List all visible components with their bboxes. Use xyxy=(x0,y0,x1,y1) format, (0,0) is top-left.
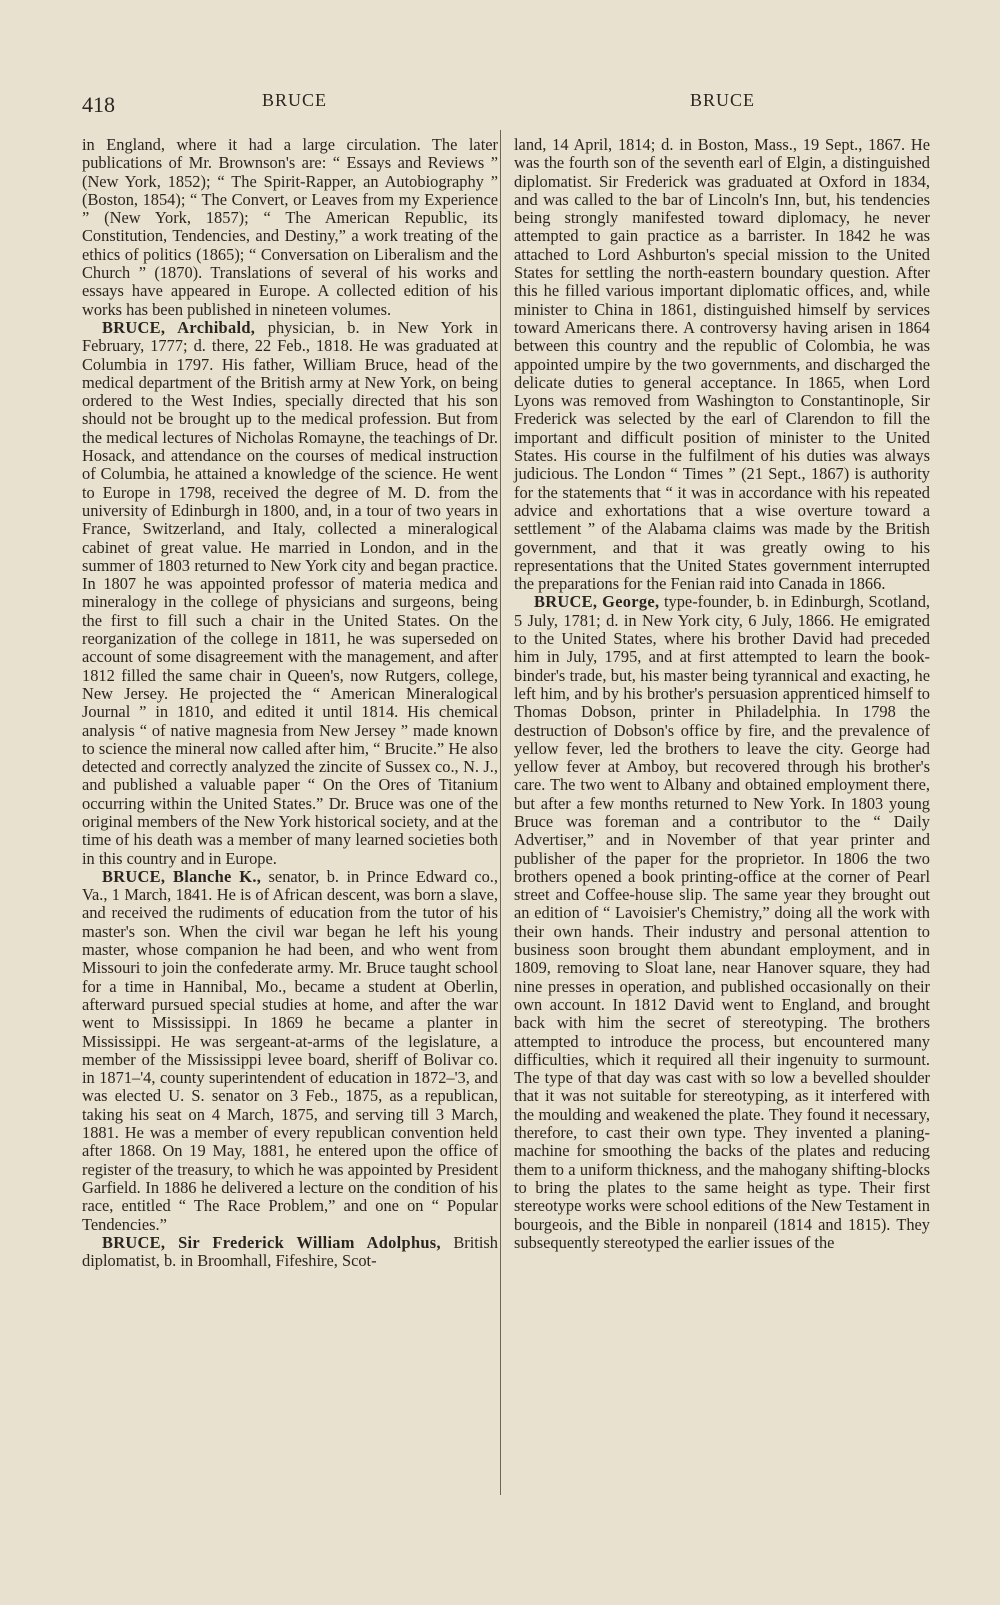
column-divider xyxy=(500,130,501,1495)
entry-text-blanche: senator, b. in Prince Edward co., Va., 1 March, 1841. He is of African descent, was born a slave, and received the rudiments of education from the tutor of his master's son. When the civil war began he left his young master, whose companion he had been, and who went from Missouri to join the confederate army. Mr. Bruce taught school for a time in Hannibal, Mo., became a student at Oberlin, afterward pursued special studies at home, and after the war went to Mississippi. In 1869 he became a planter in Mississippi. He was sergeant-at-arms of the legislature, a member of the Mississippi levee board, sheriff of Bolivar co. in 1871–'4, county superintendent of education in 1872–'3, and was elected U. S. senator on 3 Feb., 1875, as a republican, taking his seat on 4 March, 1875, and serving till 3 March, 1881. He was a member of every republican convention held after 1868. On 19 May, 1881, he entered upon the office of register of the treasury, to which he was appointed by President Garfield. In 1886 he delivered a lecture on the condition of his race, entitled “ The Race Problem,” and one on “ Popular Tendencies.” xyxy=(82,866,498,1234)
entry-text-frederick: British diplomatist, b. in Broomhall, Fifeshire, Scot- xyxy=(82,1232,498,1271)
headword-blanche: BRUCE, Blanche K., xyxy=(102,866,262,886)
entry-text-george: type-founder, b. in Edinburgh, Scotland, 5 July, 1781; d. in New York city, 6 July, 1866. He emigrated to the United States, where his brother David had preceded him in July, 1795, and at first attempted to learn the book-binder's trade, but, his master being tyrannical and exacting, he left him, and by his brother's persuasion apprenticed himself to Thomas Dobson, printer in Philadelphia. In 1798 the destruction of Dobson's office by fire, and the prevalence of yellow fever, led the brothers to leave the city. George had yellow fever at Amboy, but recovered through his brother's care. The two went to Albany and obtained employment there, but after a few months returned to New York. In 1803 young Bruce was foreman and a contributor to the “ Daily Advertiser,” and in November of that year printer and publisher of the paper for the proprietor. In 1806 the two brothers opened a book printing-office at the corner of Pearl street and Coffee-house slip. The same year they brought out an edition of “ Lavoisier's Chemistry,” doing all the work with their own hands. Their industry and personal attention to business soon brought them abundant employment, and in 1809, removing to Sloat lane, near Hanover square, they had nine presses in operation, and published occasionally on their own account. In 1812 David went to England, and brought back with him the secret of stereotyping. The brothers attempted to introduce the process, but encountered many difficulties, which it required all their ingenuity to surmount. The type of that day was cast with so low a bevelled shoulder that it was not suitable for stereotyping, as it interfered with the moulding and weakened the plate. They found it necessary, therefore, to cast their own type. They invented a planing-machine for smoothing the backs of the plates and reducing them to a uniform thickness, and the mahogany shifting-blocks to bring the plates to the same height as type. Their first stereotype works were school editions of the New Testament in bourgeois, and the Bible in nonpareil (1814 and 1815). They subsequently stereotyped the earlier issues of the xyxy=(514,592,931,1252)
page-number: 418 xyxy=(82,92,115,117)
running-head-right: BRUCE xyxy=(690,90,756,110)
brownson-continuation: in England, where it had a large circulation. The later publications of Mr. Brownson's are: “ Essays and Reviews ” (New York, 1852); “ The Spirit-Rapper, an Autobiography ” (Boston, 1854); “ The Convert, or Leaves from my Experience ” (New York, 1857); “ The American Republic, its Constitution, Tendencies, and Destiny,” a work treating of the ethics of politics (1865); “ Conversation on Liberalism and the Church ” (1870). Translations of several of his works and essays have appeared in Europe. A collected edition of his works has been published in nineteen volumes. xyxy=(82,135,498,319)
entry-george xyxy=(514,593,930,1252)
entry-text-archibald: physician, b. in New York in February, 1777; d. there, 22 Feb., 1818. He was graduated at Columbia in 1797. His father, William Bruce, head of the medical department of the British army at New York, on being ordered to the West Indies, specially directed that his son should not be brought up to the medical profession. But from the medical lectures of Nicholas Romayne, the teachings of Dr. Hosack, and attendance on the courses of medical instruction of Columbia, he attained a knowledge of the science. He went to Europe in 1798, received the degree of M. D. from the university of Edinburgh in 1800, and, in a tour of two years in France, Switzerland, and Italy, collected a mineralogical cabinet of great value. He married in London, and in the summer of 1803 returned to New York city and began practice. In 1807 he was appointed professor of materia medica and mineralogy in the college of physicians and surgeons, being the first to fill such a chair in the United States. On the reorganization of the college in 1811, he was superseded on account of some disagreement with the management, and after 1812 filled the same chair in Queen's, now Rutgers, college, New Jersey. He projected the “ American Mineralogical Journal ” in 1810, and edited it until 1814. His chemical analysis “ of native magnesia from New Jersey ” made known to science the mineral now called after him, “ Brucite.” He also detected and correctly analyzed the zincite of Sussex co., N. J., and published a valuable paper “ On the Ores of Titanium occurring within the United States.” Dr. Bruce was one of the original members of the New York historical society, and at the time of his death was a member of many learned societies both in this country and in Europe. xyxy=(82,317,498,868)
headword-archibald: BRUCE, Archibald, xyxy=(102,317,256,337)
headword-frederick: BRUCE, Sir Frederick William Adolphus, xyxy=(102,1232,441,1252)
entry-archibald xyxy=(82,319,498,868)
entry-blanche xyxy=(82,868,498,1234)
headword-george: BRUCE, George, xyxy=(534,592,660,612)
entry-frederick xyxy=(82,1234,498,1271)
left-column xyxy=(82,136,498,1270)
running-head-left: BRUCE xyxy=(262,90,328,110)
frederick-continuation: land, 14 April, 1814; d. in Boston, Mass., 19 Sept., 1867. He was the fourth son of the seventh earl of Elgin, a distinguished diplomatist. Sir Frederick was graduated at Oxford in 1834, and was called to the bar of Lincoln's Inn, but, his tendencies being strongly manifested toward diplomacy, he never attempted to gain practice as a barrister. In 1842 he was attached to Lord Ashburton's special mission to the United States for settling the north-eastern boundary question. After this he filled various important diplomatic offices, and, while minister to China in 1861, distinguished himself by services toward Americans there. A controversy having arisen in 1864 between this country and the republic of Colombia, he was appointed umpire by the two governments, and discharged the delicate duties to general acceptance. In 1865, when Lord Lyons was removed from Washington to Constantinople, Sir Frederick was selected by the earl of Clarendon to fill the important and difficult position of minister to the United States. His course in the fulfilment of his duties was always judicious. The London “ Times ” (21 Sept., 1867) is authority for the statements that “ it was in accordance with his repeated advice and exhortations that a wise overture toward a settlement ” of the Alabama claims was made by the British government, and that it was greatly owing to his representations that the United States government interrupted the preparations for the Fenian raid into Canada in 1866. xyxy=(514,135,930,594)
right-column xyxy=(514,136,930,1252)
